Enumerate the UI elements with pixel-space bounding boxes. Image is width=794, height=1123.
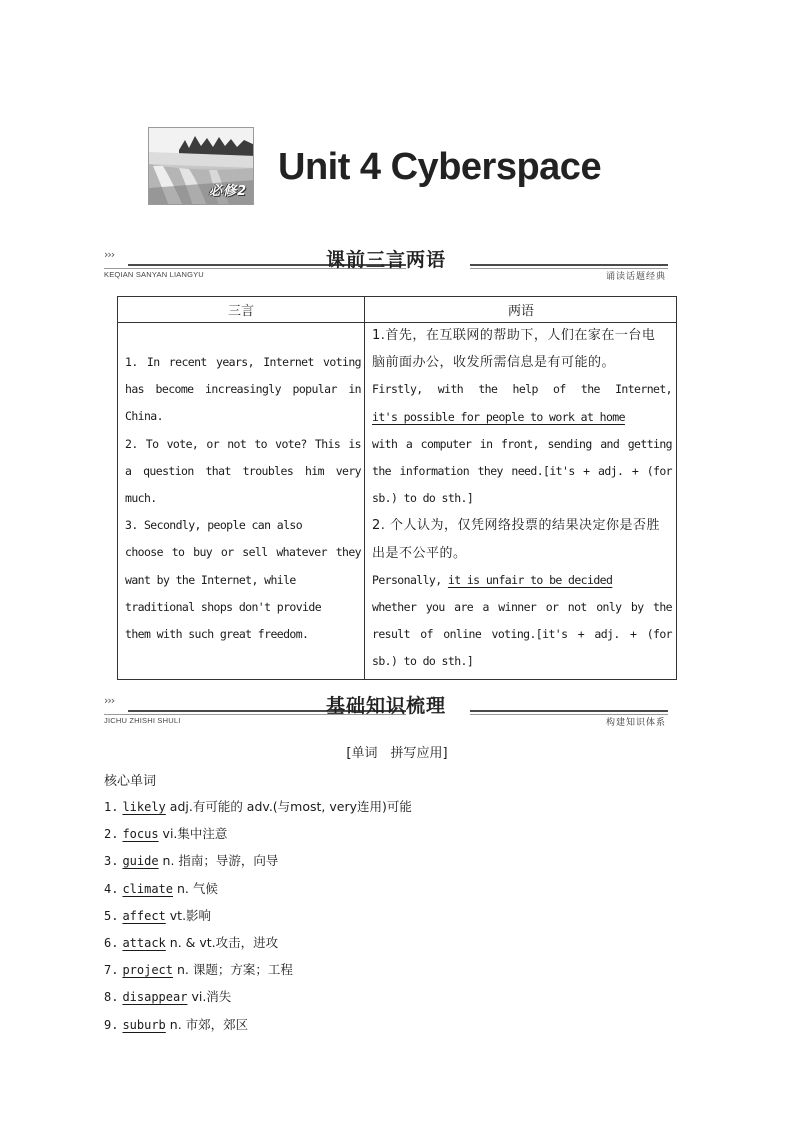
list-item <box>104 983 412 1010</box>
section-heading: 课前三言两语 <box>325 249 446 271</box>
text-line: the information they need.[it's + adj. + (for <box>372 464 672 479</box>
section-heading: 基础知识梳理 <box>325 695 446 717</box>
vocab-word: affect <box>122 908 166 923</box>
core-words-label: 核心单词 <box>104 774 157 789</box>
vocab-gloss: n. & vt.攻击，进攻 <box>169 934 279 950</box>
text-line: China. <box>125 409 163 424</box>
item-number: 8. <box>104 990 119 1005</box>
section-tag: 构建知识体系 <box>605 718 666 728</box>
table-header-liangyu: 两语 <box>507 304 534 319</box>
text-line: a question that troubles him very <box>125 463 361 478</box>
text-line <box>372 567 672 594</box>
section-pinyin: KEQIAN SANYAN LIANGYU <box>104 270 204 279</box>
item-number: 1. <box>104 800 119 814</box>
text-line: traditional shops don't provide <box>125 599 322 614</box>
text-line: has become increasingly popular in <box>125 382 361 397</box>
text-line: 3. Secondly, people can also <box>125 518 303 533</box>
list-item <box>104 793 412 820</box>
vocab-gloss: vi.集中注意 <box>162 826 228 842</box>
text-line: result of online voting.[it's + adj. + (for <box>372 627 672 642</box>
vocab-gloss: n. 指南；导游，向导 <box>162 853 279 869</box>
vocab-list <box>104 793 412 1038</box>
vocab-word: suburb <box>122 1017 166 1032</box>
text-line: 2. To vote, or not to vote? This is <box>125 436 361 451</box>
vocab-gloss: n. 气候 <box>177 880 218 896</box>
item-number: 6. <box>104 935 119 950</box>
text-line: Firstly, with the help of the Internet, <box>372 382 672 397</box>
vocab-gloss: n. 市郊，郊区 <box>169 1016 249 1032</box>
item-number: 4. <box>104 881 119 896</box>
text-line: 2. 个人认为，仅凭网络投票的结果决定你是否胜 <box>372 518 661 534</box>
vocab-word: project <box>122 963 174 978</box>
section-banner-jichu <box>104 692 668 728</box>
underlined-phrase: it's possible for people to work at home <box>372 409 625 424</box>
divider <box>470 264 668 266</box>
table-cell-liangyu <box>372 322 672 676</box>
chevron-icon: ››› <box>104 248 115 261</box>
badge-label: 必修2 <box>208 184 247 199</box>
list-item <box>104 820 412 847</box>
item-number: 2. <box>104 827 119 842</box>
vocab-gloss: n. 课题；方案；工程 <box>177 962 293 978</box>
item-number: 9. <box>104 1017 119 1032</box>
chevron-icon: ››› <box>104 694 115 707</box>
vocab-gloss: adj.有可能的 adv.(与most, very连用)可能 <box>169 799 412 814</box>
phrases-table <box>117 296 677 680</box>
text-line: them with such great freedom. <box>125 627 309 642</box>
text-line: whether you are a winner or not only by the <box>372 600 672 615</box>
text-line: 出是不公平的。 <box>372 545 467 561</box>
list-item <box>104 1011 412 1038</box>
vocab-word: climate <box>122 881 174 896</box>
item-number: 7. <box>104 963 119 978</box>
vocab-word: likely <box>122 800 166 814</box>
section-pinyin: JICHU ZHISHI SHULI <box>104 716 181 725</box>
list-item <box>104 847 412 874</box>
vocab-gloss: vt.影响 <box>169 907 212 923</box>
list-item <box>104 902 412 929</box>
text-line: 1.首先，在互联网的帮助下，人们在家在一台电 <box>372 328 656 343</box>
text-line: 1. In recent years, Internet voting <box>125 355 361 369</box>
list-item <box>104 956 412 983</box>
vocab-word: disappear <box>122 990 188 1005</box>
text-line: choose to buy or sell whatever they <box>125 545 361 560</box>
table-cell-sanyan <box>125 349 361 648</box>
table-header-sanyan: 三言 <box>227 304 254 319</box>
vocab-subheading: [单词 拼写应用] <box>346 746 448 761</box>
vocab-gloss: vi.消失 <box>191 989 232 1005</box>
text-prefix: Personally, <box>372 572 448 587</box>
item-number: 3. <box>104 854 119 869</box>
text-line: sb.) to do sth.] <box>372 491 474 506</box>
item-number: 5. <box>104 908 119 923</box>
text-line: much. <box>125 491 157 506</box>
text-line: with a computer in front, sending and getting <box>372 436 672 451</box>
unit-badge-image <box>148 127 254 205</box>
section-banner-keqian <box>104 246 668 282</box>
text-line: 脑前面办公，收发所需信息是有可能的。 <box>372 355 616 371</box>
unit-title: Unit 4 Cyberspace <box>278 146 602 188</box>
vocab-word: focus <box>122 827 159 842</box>
section-tag: 诵读话题经典 <box>605 272 666 282</box>
list-item <box>104 875 412 902</box>
underlined-phrase: it is unfair to be decided <box>447 572 613 587</box>
list-item <box>104 929 412 956</box>
text-line: sb.) to do sth.] <box>372 654 474 669</box>
table-column-divider <box>364 297 365 679</box>
vocab-word: attack <box>122 935 166 950</box>
divider <box>470 710 668 712</box>
text-line: want by the Internet, while <box>125 572 296 587</box>
vocab-word: guide <box>122 854 159 869</box>
